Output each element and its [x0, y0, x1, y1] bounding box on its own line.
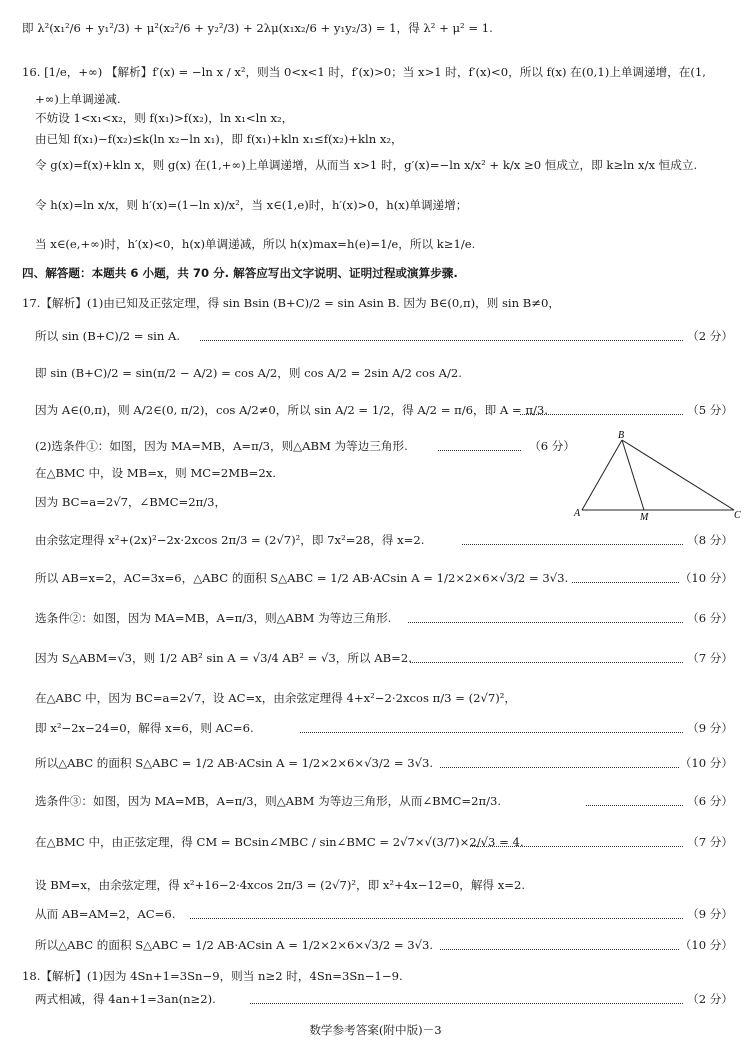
edge-bm	[622, 440, 644, 510]
points-label: （6 分）	[687, 611, 733, 625]
points-label: （5 分）	[687, 403, 733, 417]
text-line: 所以 AB=x=2，AC=3x=6，△ABC 的面积 S△ABC = 1/2 AB·ACsin A = 1/2×2×6×√3/2 = 3√3.	[35, 571, 569, 585]
text-line: 当 x∈(e,+∞)时，h′(x)<0，h(x)单调递减，所以 h(x)max=h(e)=1/e，所以 k≥1/e.	[35, 237, 476, 251]
text-line: 由余弦定理得 x²+(2x)²−2x·2xcos 2π/3 = (2√7)²，即 7x²=28，得 x=2.	[35, 533, 425, 547]
points-label: （9 分）	[687, 721, 733, 735]
page-footer: 数学参考答案(附中版)－3	[309, 1023, 442, 1037]
text-line: 在△BMC 中，由正弦定理，得 CM = BCsin∠MBC / sin∠BMC = 2√7×√(3/7)×2/√3 = 4.	[35, 835, 524, 849]
points-label: （2 分）	[687, 329, 733, 343]
text-line: (2)选条件①：如图，因为 MA=MB，A=π/3，则△ABM 为等边三角形.	[35, 439, 408, 453]
dot-leader	[470, 846, 683, 847]
text-line: 因为 A∈(0,π)，则 A/2∈(0, π/2)，cos A/2≠0，所以 sin A/2 = 1/2，得 A/2 = π/6，即 A = π/3.	[35, 403, 548, 417]
dot-leader	[440, 949, 679, 950]
points-label: （10 分）	[679, 938, 733, 952]
dot-leader	[572, 582, 679, 583]
dot-leader	[300, 732, 683, 733]
text-line: 即 x²−2x−24=0，解得 x=6，则 AC=6.	[35, 721, 254, 735]
vertex-label-a: A	[574, 508, 581, 519]
text-line: 设 BM=x，由余弦定理，得 x²+16−2·4xcos 2π/3 = (2√7)²，即 x²+4x−12=0，解得 x=2.	[35, 878, 526, 892]
points-label: （7 分）	[687, 835, 733, 849]
text-line: 所以 sin (B+C)/2 = sin A.	[35, 329, 181, 343]
text-line: 令 g(x)=f(x)+kln x，则 g(x) 在(1,+∞)上单调递增，从而当 x>1 时，g′(x)=−ln x/x² + k/x ≥0 恒成立，即 k≥ln x/x 恒成立.	[35, 158, 698, 172]
edge-bc	[622, 440, 734, 510]
edge-ab	[582, 440, 622, 510]
points-label: （6 分）	[687, 794, 733, 808]
text-line: 所以△ABC 的面积 S△ABC = 1/2 AB·ACsin A = 1/2×2×6×√3/2 = 3√3.	[35, 756, 434, 770]
points-label: （6 分）	[529, 439, 575, 453]
section-heading: 四、解答题：本题共 6 小题，共 70 分. 解答应写出文字说明、证明过程或演算步骤.	[22, 266, 458, 280]
text-line: 因为 S△ABM=√3，则 1/2 AB² sin A = √3/4 AB² = √3，所以 AB=2.	[35, 651, 412, 665]
text-line: 令 h(x)=ln x/x，则 h′(x)=(1−ln x)/x²，当 x∈(1,e)时，h′(x)>0，h(x)单调递增；	[35, 198, 468, 212]
text-line: 由已知 f(x₁)−f(x₂)≤k(ln x₂−ln x₁)，即 f(x₁)+kln x₁≤f(x₂)+kln x₂，	[35, 132, 403, 146]
dot-leader	[200, 340, 683, 341]
text-line: 选条件③：如图，因为 MA=MB，A=π/3，则△ABM 为等边三角形，从而∠BMC=2π/3.	[35, 794, 502, 808]
dot-leader	[190, 918, 683, 919]
points-label: （2 分）	[687, 992, 733, 1006]
dot-leader	[462, 544, 683, 545]
text-line: 选条件②：如图，因为 MA=MB，A=π/3，则△ABM 为等边三角形.	[35, 611, 392, 625]
points-label: （10 分）	[679, 571, 733, 585]
q17-intro-line: 17.【解析】(1)由已知及正弦定理，得 sin Bsin (B+C)/2 = sin Asin B. 因为 B∈(0,π)，则 sin B≠0，	[22, 296, 560, 310]
dot-leader	[586, 805, 683, 806]
dot-leader	[250, 1003, 683, 1004]
vertex-label-b: B	[618, 430, 625, 441]
text-line: 即 λ²(x₁²/6 + y₁²/3) + μ²(x₂²/6 + y₂²/3) + 2λμ(x₁x₂/6 + y₁y₂/3) = 1，得 λ² + μ² = 1.	[22, 21, 493, 35]
dot-leader	[438, 450, 521, 451]
text-line: 即 sin (B+C)/2 = sin(π/2 − A/2) = cos A/2，则 cos A/2 = 2sin A/2 cos A/2.	[35, 366, 462, 380]
vertex-label-c: C	[734, 510, 741, 520]
q16-answer-line: 16. [1/e，+∞) 【解析】f′(x) = −ln x / x²，则当 0<x<1 时，f′(x)>0；当 x>1 时，f′(x)<0，所以 f(x) 在(0,1)上单调递增，在(1,	[22, 65, 706, 79]
points-label: （9 分）	[687, 907, 733, 921]
text-line: 两式相减，得 4an+1=3an(n≥2).	[35, 992, 216, 1006]
text-line: 因为 BC=a=2√7，∠BMC=2π/3，	[35, 495, 227, 509]
text-line: 在△ABC 中，因为 BC=a=2√7，设 AC=x，由余弦定理得 4+x²−2·2xcos π/3 = (2√7)²，	[35, 691, 517, 705]
text-line: 从而 AB=AM=2，AC=6.	[35, 907, 176, 921]
text-line: +∞)上单调递减.	[35, 92, 121, 106]
points-label: （10 分）	[679, 756, 733, 770]
triangle-figure	[572, 430, 744, 520]
text-line: 所以△ABC 的面积 S△ABC = 1/2 AB·ACsin A = 1/2×2×6×√3/2 = 3√3.	[35, 938, 434, 952]
dot-leader	[408, 622, 683, 623]
vertex-label-m: M	[640, 512, 649, 520]
text-line: 不妨设 1<x₁<x₂，则 f(x₁)>f(x₂)，ln x₁<ln x₂，	[35, 111, 294, 125]
dot-leader	[520, 414, 683, 415]
dot-leader	[410, 662, 683, 663]
points-label: （8 分）	[687, 533, 733, 547]
q18-intro-line: 18.【解析】(1)因为 4Sn+1=3Sn−9，则当 n≥2 时，4Sn=3Sn−1−9.	[22, 969, 403, 983]
text-line: 在△BMC 中，设 MB=x，则 MC=2MB=2x.	[35, 466, 276, 480]
points-label: （7 分）	[687, 651, 733, 665]
dot-leader	[440, 767, 679, 768]
